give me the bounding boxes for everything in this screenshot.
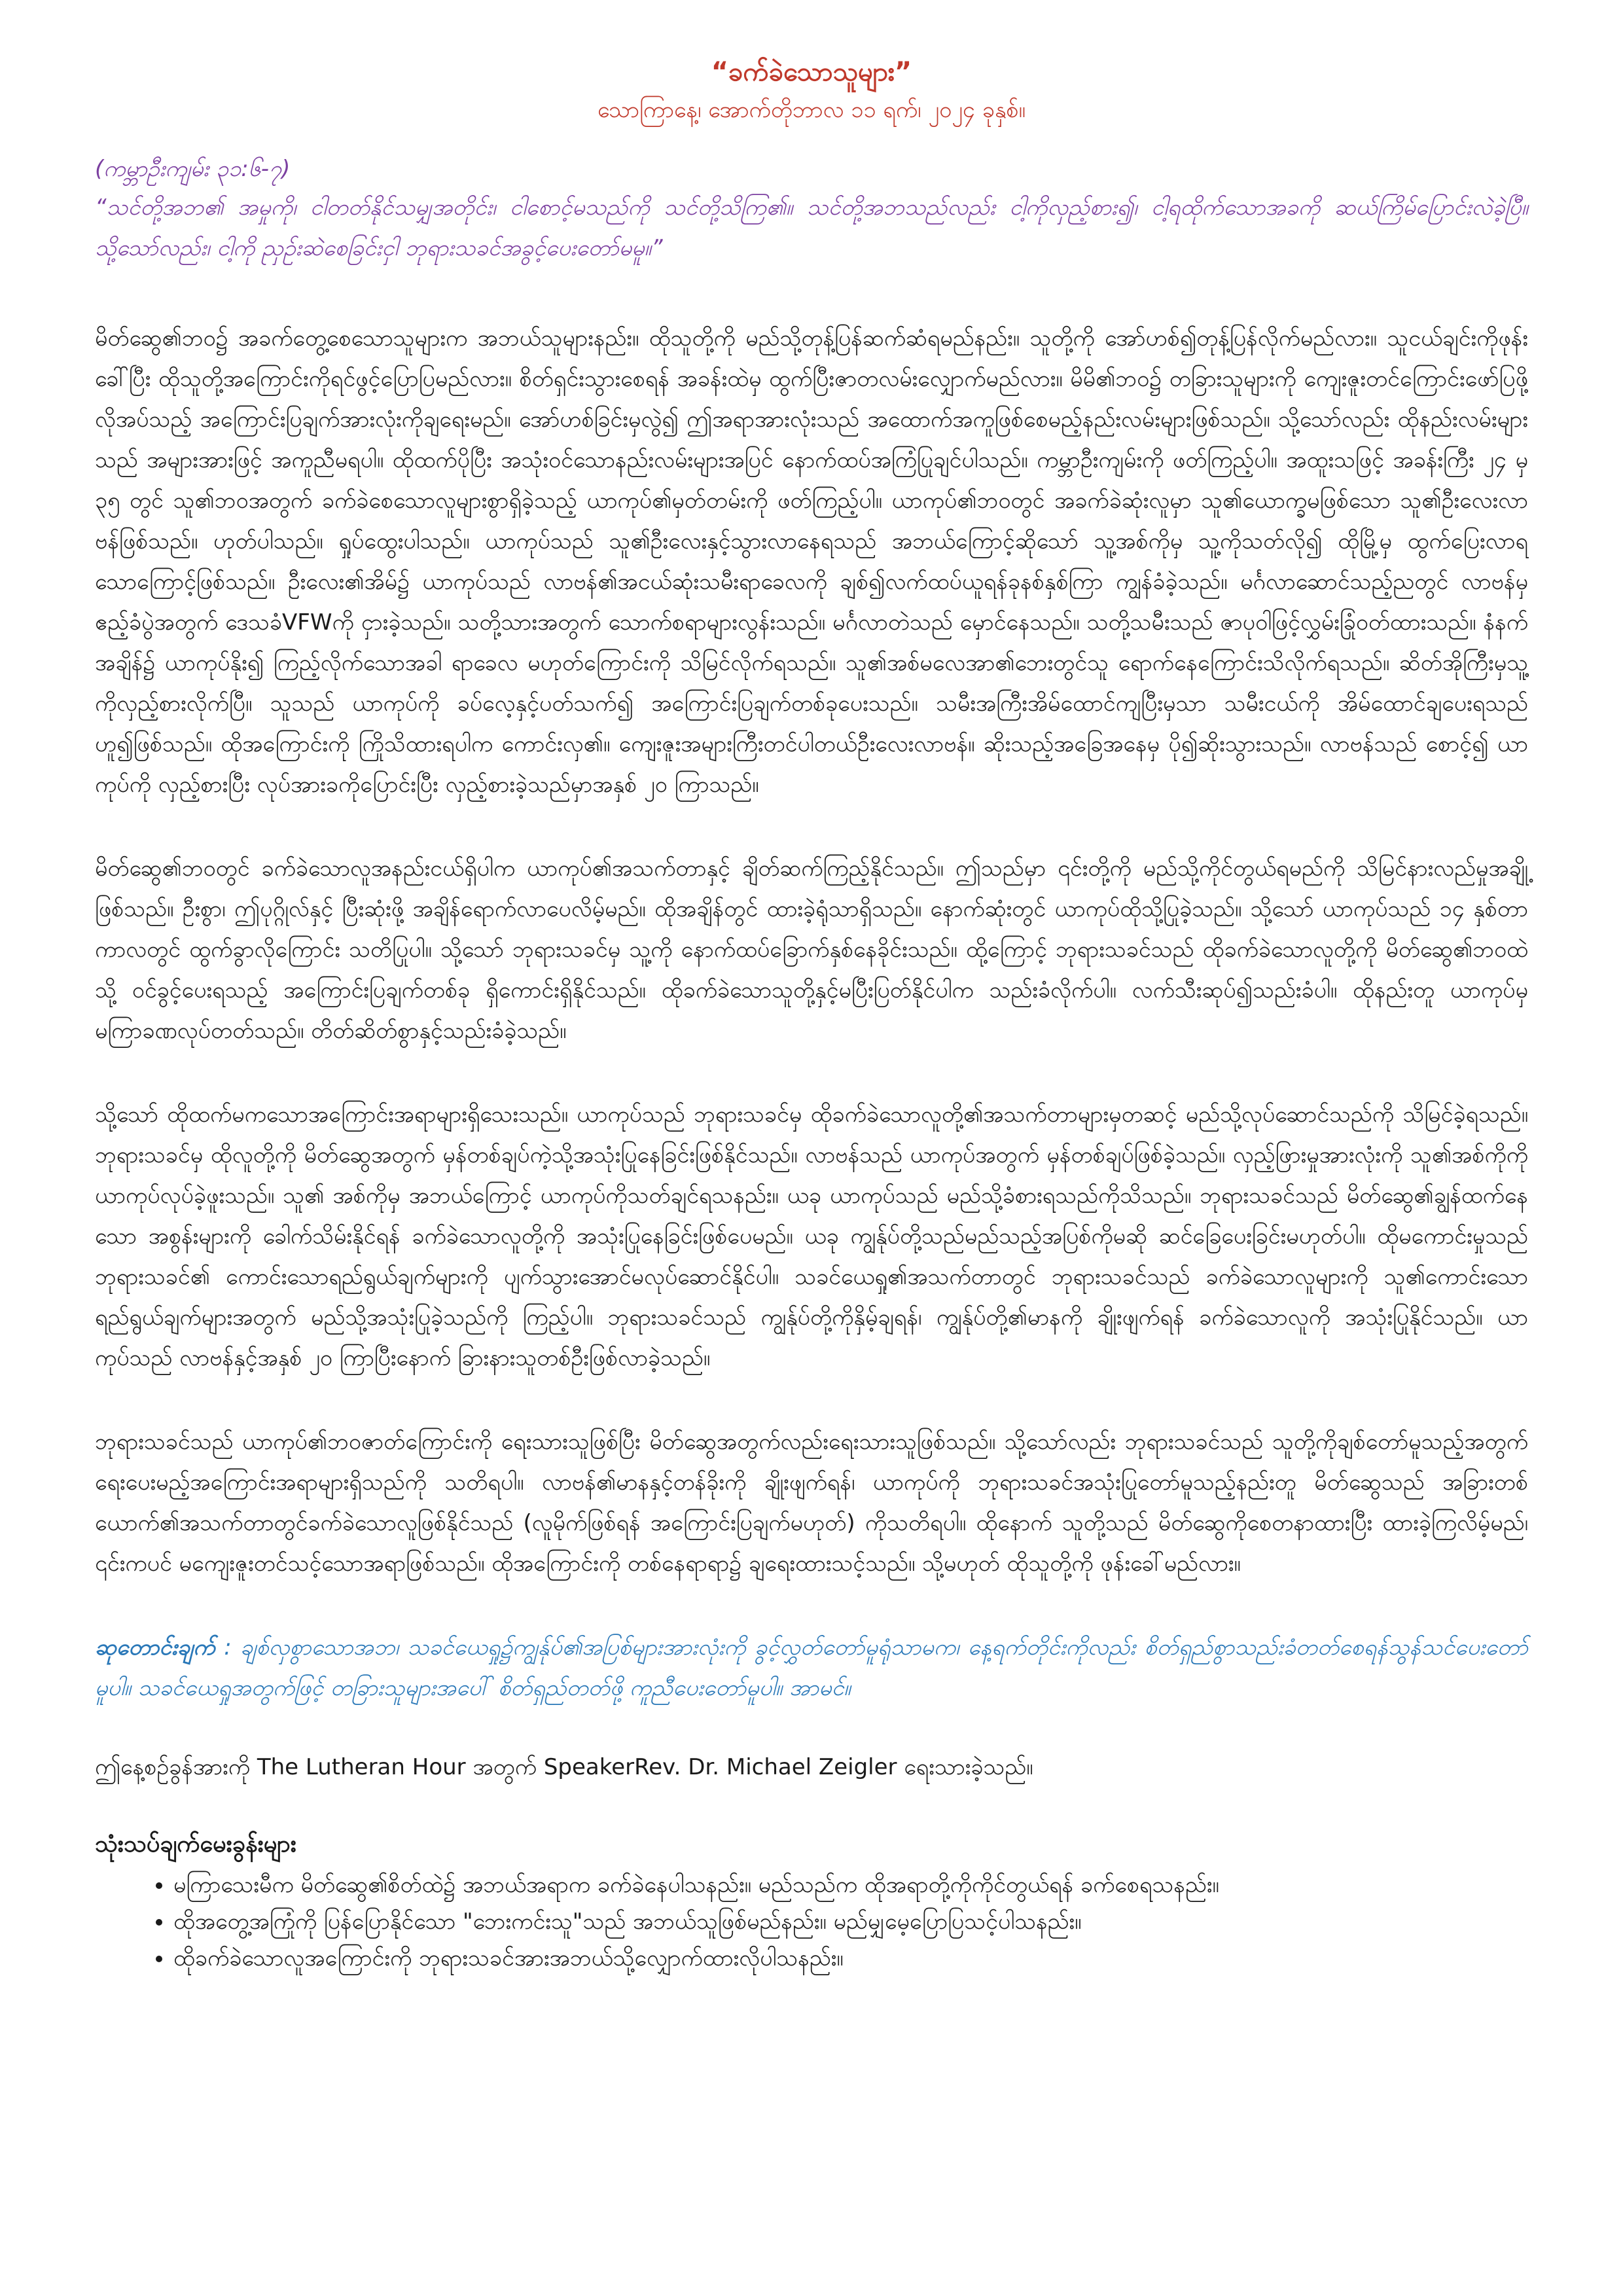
date-line: သောကြာနေ့၊ အောက်တိုဘာလ ၁၁ ရက်၊ ၂၀၂၄ ခုနှစ်။ — [597, 97, 1026, 123]
questions-list — [95, 1867, 1528, 1977]
prayer-block — [95, 1627, 1528, 1708]
author-credit: ဤနေ့စဉ်ခွန်အားကို The Lutheran Hour အတွက် SpeakerRev. Dr. Michael Zeigler ရေးသားခဲ့သည်။ — [95, 1754, 1033, 1780]
questions-heading: သုံးသပ်ချက်မေးခွန်းများ — [95, 1831, 296, 1857]
prayer-text: : ချစ်လှစွာသောအဘ၊ သခင်ယေရှု၌ကျွန်ုပ်၏အပြစ်များအားလုံးကို ခွင့်လွှတ်တော်မူရုံသာမက၊ နေ့ရက်တိုင်းကိုလည်း စိတ်ရှည်စွာသည်းခံတတ်စေရန်သွန်သင်ပေးတော်မူပါ။ သခင်ယေရှုအတွက်ဖြင့် တခြားသူများအပေါ် စိတ်ရှည်တတ်ဖို့ ကူညီပေးတော်မူပါ။ အာမင်။ — [95, 1634, 1528, 1701]
question-item: • ထိုအတွေ့အကြုံကို ပြန်ပြောနိုင်သော "ဘေးကင်းသူ"သည် အဘယ်သူဖြစ်မည်နည်း။ မည်မျှမေ့ပြောပြသင့်ပါသနည်း။ — [173, 1903, 1528, 1940]
body-paragraph-1: မိတ်ဆွေ၏ဘဝ၌ အခက်တွေ့စေသောသူများက အဘယ်သူများနည်း။ ထိုသူတို့ကို မည်သို့တုန့်ပြန်ဆက်ဆံရမည်နည်း။ သူတို့ကို အော်ဟစ်၍တုန့်ပြန်လိုက်မည်လား။ သူငယ်ချင်းကိုဖုန်းခေါ်ပြီး ထိုသူတို့အကြောင်းကိုရင်ဖွင့်ပြောပြမည်လား။ စိတ်ရှင်းသွားစေရန် အခန်းထဲမှ ထွက်ပြီးဇာတလမ်းလျှောက်မည်လား။ မိမိ၏ဘဝ၌ တခြားသူများကို ကျေးဇူးတင်ကြောင်းဖော်ပြဖို့လိုအပ်သည့် အကြောင်းပြချက်အားလုံးကိုချရေးမည်။ အော်ဟစ်ခြင်းမှလွဲ၍ ဤအရာအားလုံးသည် အထောက်အကူဖြစ်စေမည့်နည်းလမ်းများဖြစ်သည်။ သို့သော်လည်း ထိုနည်းလမ်းများသည် အများအားဖြင့် အကူညီမရပါ။ ထိုထက်ပိုပြီး အသုံးဝင်သောနည်းလမ်းများအပြင် နောက်ထပ်အကြံပြုချင်ပါသည်။ ကမ္ဘာဦးကျမ်းကို ဖတ်ကြည့်ပါ။ အထူးသဖြင့် အခန်းကြီး ၂၄ မှ ၃၅ တွင် သူ၏ဘဝအတွက် ခက်ခဲစေသောလူများစွာရှိခဲ့သည့် ယာကုပ်၏မှတ်တမ်းကို ဖတ်ကြည့်ပါ။ ယာကုပ်၏ဘဝတွင် အခက်ခဲဆုံးလူမှာ သူ၏ယောက္ခမဖြစ်သော သူ၏ဦးလေးလာဗန်ဖြစ်သည်။ ဟုတ်ပါသည်။ ရှုပ်ထွေးပါသည်။ ယာကုပ်သည် သူ၏ဦးလေးနှင့်သွားလာနေရသည် အဘယ်ကြောင့်ဆိုသော် သူ့အစ်ကိုမှ သူ့ကိုသတ်လို၍ ထိုမြို့မှ ထွက်ပြေးလာရသောကြောင့်ဖြစ်သည်။ ဦးလေး၏အိမ်၌ ယာကုပ်သည် လာဗန်၏အငယ်ဆုံးသမီးရာခေလကို ချစ်၍လက်ထပ်ယူရန်ခုနစ်နှစ်ကြာ ကျွန်ခံခဲ့သည်။ မင်္ဂလာဆောင်သည့်ညတွင် လာဗန်မှ ဧည့်ခံပွဲအတွက် ဒေသခံVFWကို ငှားခဲ့သည်။ သတို့သားအတွက် သောက်စရာများလွန်းသည်။ မင်္ဂလာတဲသည် မှောင်နေသည်။ သတို့သမီးသည် ဇာပုဝါဖြင့်လွှမ်းခြုံဝတ်ထားသည်။ နံနက်အချိန်၌ ယာကုပ်နိုး၍ ကြည့်လိုက်သောအခါ ရာခေလ မဟုတ်ကြောင်းကို သိမြင်လိုက်ရသည်။ သူ၏အစ်မလေအာ၏ဘေးတွင်သူ ရောက်နေကြောင်းသိလိုက်ရသည်။ ဆိတ်အိုကြီးမှသူ့ကိုလှည့်စားလိုက်ပြီ။ သူသည် ယာကုပ်ကို ခပ်လေ့နှင့်ပတ်သက်၍ အကြောင်းပြချက်တစ်ခုပေးသည်။ သမီးအကြီးအိမ်ထောင်ကျပြီးမှသာ သမီးငယ်ကို အိမ်ထောင်ချပေးရသည်ဟူ၍ဖြစ်သည်။ ထိုအကြောင်းကို ကြိုသိထားရပါက ကောင်းလှ၏။ ကျေးဇူးအများကြီးတင်ပါတယ်ဦးလေးလာဗန်။ ဆိုးသည့်အခြေအနေမှ ပို၍ဆိုးသွားသည်။ လာဗန်သည် စောင့်၍ ယာကုပ်ကို လှည့်စားပြီး လုပ်အားခကိုပြောင်းပြီး လှည့်စားခဲ့သည်မှာအနှစ် ၂၀ ကြာသည်။ — [95, 325, 1528, 798]
body-paragraph-4: ဘုရားသခင်သည် ယာကုပ်၏ဘဝဇာတ်ကြောင်းကို ရေးသားသူဖြစ်ပြီး မိတ်ဆွေအတွက်လည်းရေးသားသူဖြစ်သည်။ သို့သော်လည်း ဘုရားသခင်သည် သူတို့ကိုချစ်တော်မူသည့်အတွက် ရေးပေးမည့်အကြောင်းအရာများရှိသည်ကို သတိရပါ။ လာဗန်၏မာနနှင့်တန်ခိုးကို ချိုးဖျက်ရန်၊ ယာကုပ်ကို ဘုရားသခင်အသုံးပြုတော်မူသည့်နည်းတူ မိတ်ဆွေသည် အခြားတစ်ယောက်၏အသက်တာတွင်ခက်ခဲသောလူဖြစ်နိုင်သည် (လူမိုက်ဖြစ်ရန် အကြောင်းပြချက်မဟုတ်) ကိုသတိရပါ။ ထိုနောက် သူတို့သည် မိတ်ဆွေကိုစေတနာထားပြီး ထားခဲ့ကြလိမ့်မည်၊ ၎င်းကပင် မကျေးဇူးတင်သင့်သောအရာဖြစ်သည်။ ထိုအကြောင်းကို တစ်နေရာရာ၌ ချရေးထားသင့်သည်။ သို့မဟုတ် ထိုသူတို့ကို ဖုန်းခေါ်မည်လား။ — [95, 1429, 1528, 1577]
body-paragraph-2: မိတ်ဆွေ၏ဘဝတွင် ခက်ခဲသောလူအနည်းငယ်ရှိပါက ယာကုပ်၏အသက်တာနှင့် ချိတ်ဆက်ကြည့်နိုင်သည်။ ဤသည်မှာ ၎င်းတို့ကို မည်သို့ကိုင်တွယ်ရမည်ကို သိမြင်နားလည်မှုအချို့ဖြစ်သည်။ ဦးစွာ၊ ဤပုဂ္ဂိုလ်နှင့် ပြီးဆုံးဖို့ အချိန်ရောက်လာပေလိမ့်မည်။ ထိုအချိန်တွင် ထားခဲ့ရုံသာရှိသည်။ နောက်ဆုံးတွင် ယာကုပ်ထိုသို့ပြုခဲ့သည်။ သို့သော် ယာကုပ်သည် ၁၄ နှစ်တာကာလတွင် ထွက်ခွာလိုကြောင်း သတိပြုပါ။ သို့သော် ဘုရားသခင်မှ သူ့ကို နောက်ထပ်ခြောက်နှစ်နေခိုင်းသည်။ ထို့ကြောင့် ဘုရားသခင်သည် ထိုခက်ခဲသောလူတို့ကို မိတ်ဆွေ၏ဘဝထဲသို့ ဝင်ခွင့်ပေးရသည့် အကြောင်းပြချက်တစ်ခု ရှိကောင်းရှိနိုင်သည်။ ထိုခက်ခဲသောသူတို့နှင့်မပြီးပြတ်နိုင်ပါက သည်းခံလိုက်ပါ။ လက်သီးဆုပ်၍သည်းခံပါ။ ထိုနည်းတူ ယာကုပ်မှ မကြာခဏလုပ်တတ်သည်။ တိတ်ဆိတ်စွာနှင့်သည်းခံခဲ့သည်။ — [95, 855, 1528, 1044]
question-item: • မကြာသေးမီက မိတ်ဆွေ၏စိတ်ထဲ၌ အဘယ်အရာက ခက်ခဲနေပါသနည်း။ မည်သည်က ထိုအရာတို့ကိုကိုင်တွယ်ရန် ခက်စေရသနည်း။ — [173, 1867, 1528, 1903]
verse-text: “သင်တို့အဘ၏ အမှုကို၊ ငါတတ်နိုင်သမျှအတိုင်း၊ ငါစောင့်မသည်ကို သင်တို့သိကြ၏။ သင်တို့အဘသည်လည်း ငါ့ကိုလှည့်စား၍၊ ငါ့ရထိုက်သောအခကို ဆယ်ကြိမ်ပြောင်းလဲခဲ့ပြီ။ သို့သော်လည်း၊ ငါ့ကို ညှဉ်းဆဲစေခြင်းငှါ ဘုရားသခင်အခွင့်ပေးတော်မမူ။” — [95, 194, 1528, 261]
verse-reference: (ကမ္ဘာဦးကျမ်း ၃၁:၆-၇) — [95, 156, 291, 182]
question-item: • ထိုခက်ခဲသောလူအကြောင်းကို ဘုရားသခင်အားအဘယ်သို့လျှောက်ထားလိုပါသနည်း။ — [173, 1940, 1528, 1977]
prayer-label: ဆုတောင်းချက် — [95, 1634, 215, 1660]
page-title: “ခက်ခဲသောသူများ” — [711, 57, 912, 87]
body-paragraph-3: သို့သော် ထိုထက်မကသောအကြောင်းအရာများရှိသေးသည်။ ယာကုပ်သည် ဘုရားသခင်မှ ထိုခက်ခဲသောလူတို့၏အသက်တာများမှတဆင့် မည်သို့လုပ်ဆောင်သည်ကို သိမြင်ခဲ့ရသည်။ ဘုရားသခင်မှ ထိုလူတို့ကို မိတ်ဆွေအတွက် မှန်တစ်ချပ်ကဲ့သို့အသုံးပြုနေခြင်းဖြစ်နိုင်သည်။ လာဗန်သည် ယာကုပ်အတွက် မှန်တစ်ချပ်ဖြစ်ခဲ့သည်။ လှည့်ဖြားမှုအားလုံးကို သူ၏အစ်ကိုကို ယာကုပ်လုပ်ခဲ့ဖူးသည်။ သူ၏ အစ်ကိုမှ အဘယ်ကြောင့် ယာကုပ်ကိုသတ်ချင်ရသနည်း။ ယခု ယာကုပ်သည် မည်သို့ခံစားရသည်ကိုသိသည်။ ဘုရားသခင်သည် မိတ်ဆွေ၏ချွန်ထက်နေသော အစွန်းများကို ခေါက်သိမ်းနိုင်ရန် ခက်ခဲသောလူတို့ကို အသုံးပြုနေခြင်းဖြစ်ပေမည်။ ယခု ကျွန်ုပ်တို့သည်မည်သည့်အပြစ်ကိုမဆို ဆင်ခြေပေးခြင်းမဟုတ်ပါ။ ထိုမကောင်းမှုသည် ဘုရားသခင်၏ ကောင်းသောရည်ရွယ်ချက်များကို ပျက်သွားအောင်မလုပ်ဆောင်နိုင်ပါ။ သခင်ယေရှု၏အသက်တာတွင် ဘုရားသခင်သည် ခက်ခဲသောလူများကို သူ၏ကောင်းသောရည်ရွယ်ချက်များအတွက် မည်သို့အသုံးပြုခဲ့သည်ကို ကြည့်ပါ။ ဘုရားသခင်သည် ကျွန်ုပ်တို့ကိုနှိမ့်ချရန်၊ ကျွန်ုပ်တို့၏မာနကို ချိုးဖျက်ရန် ခက်ခဲသောလူကို အသုံးပြုနိုင်သည်။ ယာကုပ်သည် လာဗန်နှင့်အနှစ် ၂၀ ကြာပြီးနောက် ခြားနားသူတစ်ဦးဖြစ်လာခဲ့သည်။ — [95, 1102, 1528, 1371]
